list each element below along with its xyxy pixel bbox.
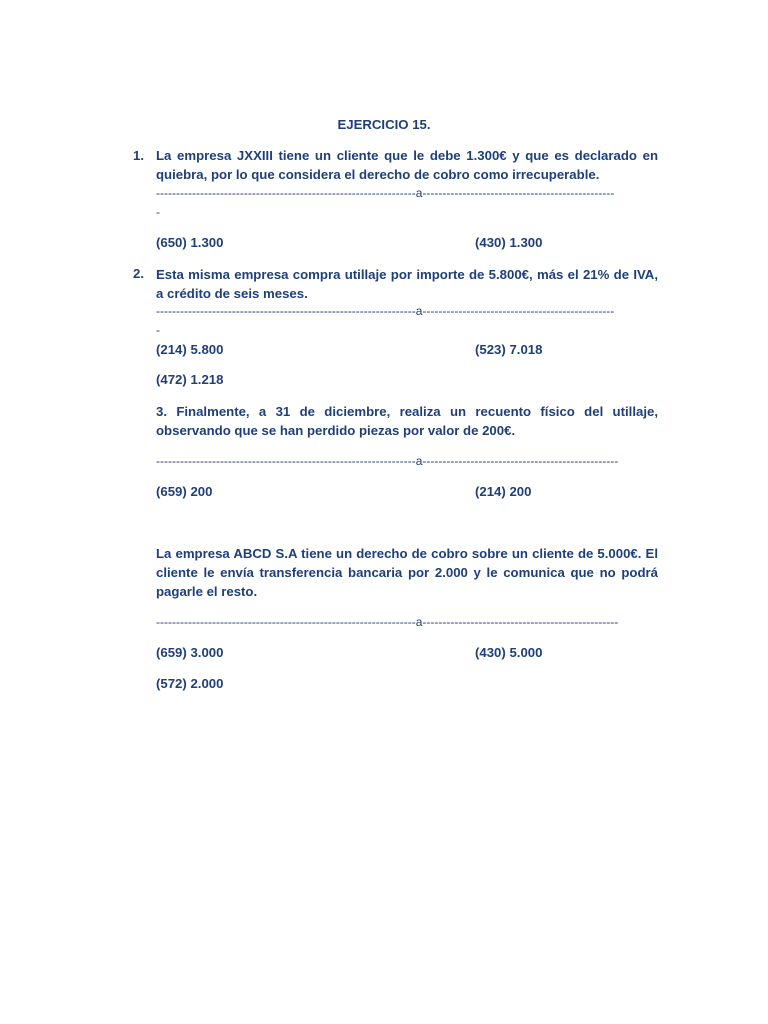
- item-1-statement: La empresa JXXIII tiene un cliente que le debe 1.300€ y que es declarado en quiebra, por lo que considera el derecho de cobro como irrecuperable.: [156, 148, 658, 182]
- item-2-credit-entry: (523) 7.018: [475, 342, 543, 357]
- item-1-number: 1.: [133, 148, 144, 163]
- item-2-statement: Esta misma empresa compra utillaje por importe de 5.800€, más el 21% de IVA, a crédito de seis meses.: [156, 267, 658, 301]
- item-2-number: 2.: [133, 266, 144, 281]
- exercise-title: EJERCICIO 15.: [337, 117, 431, 132]
- item-3-debit-entry: (659) 200: [156, 484, 213, 499]
- item-3-credit-entry: (214) 200: [475, 484, 532, 499]
- item-1-separator: -----------------------------------------------------------------a------------------------------------------------: [156, 186, 615, 200]
- item-2-debit-entry-2: (472) 1.218: [156, 372, 224, 387]
- item-2-debit-entry-1: (214) 5.800: [156, 342, 224, 357]
- item-4-debit-entry-2: (572) 2.000: [156, 676, 224, 691]
- item-2-separator: -----------------------------------------------------------------a------------------------------------------------: [156, 304, 615, 318]
- item-3-statement: 3. Finalmente, a 31 de diciembre, realiza un recuento físico del utillaje, observando que se han perdido piezas por valor de 200€.: [156, 404, 658, 438]
- item-4-statement: La empresa ABCD S.A tiene un derecho de cobro sobre un cliente de 5.000€. El cliente le envía transferencia bancaria por 2.000 y le comunica que no podrá pagarle el resto.: [156, 546, 658, 599]
- item-1-debit-entry: (650) 1.300: [156, 235, 224, 250]
- item-1-credit-entry: (430) 1.300: [475, 235, 543, 250]
- item-3-separator: -----------------------------------------------------------------a-------------------------------------------------: [156, 454, 619, 468]
- item-4-debit-entry-1: (659) 3.000: [156, 645, 224, 660]
- item-4-separator: -----------------------------------------------------------------a-------------------------------------------------: [156, 615, 619, 629]
- item-2-separator-tail: -: [156, 323, 160, 337]
- item-1-separator-tail: -: [156, 205, 160, 219]
- item-4-credit-entry: (430) 5.000: [475, 645, 543, 660]
